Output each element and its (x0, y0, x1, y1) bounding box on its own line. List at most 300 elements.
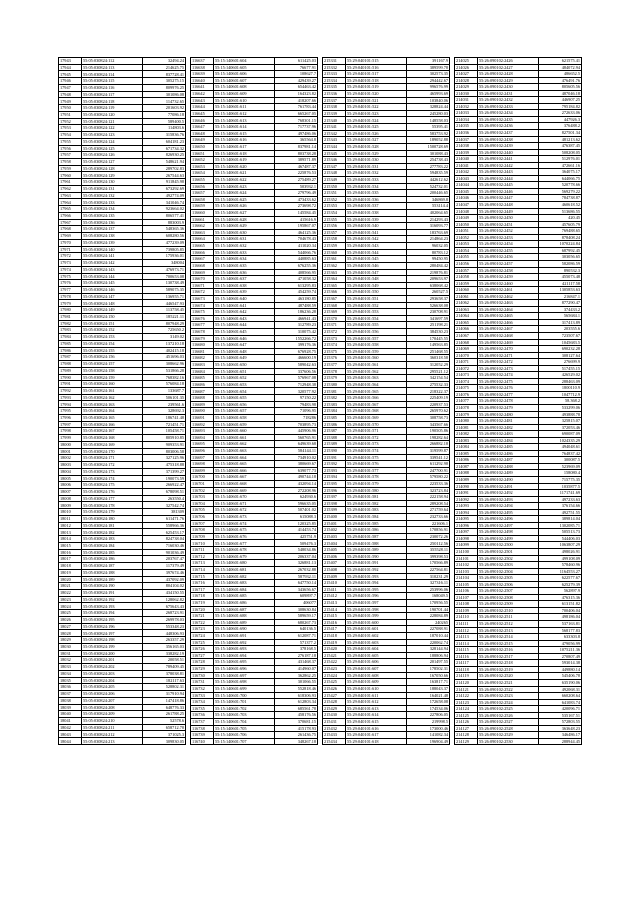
cadastral-number-cell: 55:29:040101:535 (346, 190, 407, 197)
table-row (191, 229, 318, 236)
value-cell: 103840.06 (407, 97, 450, 104)
cadastral-number-cell: 55:26:090102:2493 (478, 496, 539, 503)
value-cell: 220062.74 (407, 639, 450, 646)
cadastral-number-cell: 55:15:140601:623 (214, 183, 275, 190)
cadastral-number-cell: 55:29:040101:523 (346, 110, 407, 117)
row-number-cell: 18036 (59, 684, 82, 691)
cadastral-number-cell: 55:15:140601:675 (214, 527, 275, 534)
value-cell: 613151.82 (539, 601, 582, 608)
cadastral-number-cell: 55:26:090102:2497 (478, 522, 539, 529)
cadastral-number-cell: 55:05:030824:181 (82, 522, 143, 529)
table-row (191, 441, 318, 448)
row-number-cell: 17998 (59, 428, 82, 435)
cadastral-number-cell: 55:29:040101:590 (346, 553, 407, 560)
row-number-cell: 116710 (191, 540, 214, 547)
row-number-cell: 215407 (323, 560, 346, 567)
cadastral-number-cell: 55:29:040101:517 (346, 71, 407, 78)
row-number-cell: 17964 (59, 199, 82, 206)
value-cell: 96032.05 (407, 243, 450, 250)
cadastral-number-cell: 55:29:040101:588 (346, 540, 407, 547)
value-cell: 381309 (143, 509, 186, 516)
row-number-cell: 18028 (59, 630, 82, 637)
row-number-cell: 214119 (455, 673, 478, 680)
table-row (323, 500, 450, 507)
cadastral-number-cell: 55:15:140601:614 (214, 124, 275, 131)
value-cell: 1302085.71 (539, 522, 582, 529)
row-number-cell: 215426 (323, 685, 346, 692)
row-number-cell: 116653 (191, 163, 214, 170)
row-number-cell: 116651 (191, 150, 214, 157)
cadastral-table-2 (190, 57, 318, 745)
row-number-cell: 116698 (191, 461, 214, 468)
row-number-cell: 214042 (455, 169, 478, 176)
cadastral-number-cell: 55:15:140601:704 (214, 718, 275, 725)
cadastral-number-cell: 55:29:040101:531 (346, 163, 407, 170)
cadastral-number-cell: 55:26:090102:2481 (478, 418, 539, 425)
value-cell: 275489.27 (275, 176, 318, 183)
row-number-cell: 214099 (455, 542, 478, 549)
table-row (323, 666, 450, 673)
table-row (59, 401, 186, 408)
table-row (191, 203, 318, 210)
value-cell: 764837.42 (539, 450, 582, 457)
cadastral-number-cell: 55:26:090102:2505 (478, 575, 539, 582)
cadastral-number-cell: 55:05:030824:211 (82, 724, 143, 731)
table-row (191, 692, 318, 699)
table-row (323, 738, 450, 745)
value-cell: 317910.94 (143, 691, 186, 698)
table-row (59, 664, 186, 671)
row-number-cell: 215366 (323, 289, 346, 296)
cadastral-number-cell: 55:26:090102:2529 (478, 732, 539, 739)
row-number-cell: 18042 (59, 724, 82, 731)
cadastral-number-cell: 55:15:140601:604 (214, 58, 275, 65)
table-row (323, 447, 450, 454)
value-cell: 105458.71 (143, 428, 186, 435)
row-number-cell: 214128 (455, 732, 478, 739)
row-number-cell: 215427 (323, 692, 346, 699)
cadastral-number-cell: 55:29:040101:524 (346, 117, 407, 124)
value-cell: 761783.44 (275, 104, 318, 111)
cadastral-number-cell: 55:15:140601:622 (214, 176, 275, 183)
table-row (323, 276, 450, 283)
row-number-cell: 17984 (59, 334, 82, 341)
row-number-cell: 215404 (323, 540, 346, 547)
cadastral-number-cell: 55:15:140601:693 (214, 646, 275, 653)
table-row (191, 560, 318, 567)
cadastral-number-cell: 55:05:030824:112 (82, 58, 143, 65)
value-cell: 348267.18 (275, 738, 318, 745)
cadastral-number-cell: 55:05:030824:198 (82, 637, 143, 644)
cadastral-number-cell: 55:26:090102:2431 (478, 90, 539, 97)
table-row (191, 58, 318, 65)
table-row (191, 434, 318, 441)
row-number-cell: 214039 (455, 149, 478, 156)
table-row (191, 362, 318, 369)
table-row (323, 580, 450, 587)
table-row (59, 239, 186, 246)
row-number-cell: 215398 (323, 500, 346, 507)
value-cell: 406077 (275, 599, 318, 606)
value-cell: 218322.37 (407, 388, 450, 395)
value-cell: 301086.08 (143, 91, 186, 98)
value-cell: 996576.99 (407, 84, 450, 91)
row-number-cell: 116735 (191, 705, 214, 712)
cadastral-number-cell: 55:29:040101:564 (346, 381, 407, 388)
table-row (191, 553, 318, 560)
table-row (323, 117, 450, 124)
row-number-cell: 18018 (59, 563, 82, 570)
value-cell: 505513.73 (539, 529, 582, 536)
row-number-cell: 116687 (191, 388, 214, 395)
value-cell: 276699.9 (539, 359, 582, 366)
value-cell: 270807.49 (539, 653, 582, 660)
value-cell: 328692.3 (143, 408, 186, 415)
row-number-cell: 17996 (59, 414, 82, 421)
row-number-cell: 116672 (191, 289, 214, 296)
table-row (59, 111, 186, 118)
cadastral-number-cell: 55:29:040101:533 (346, 176, 407, 183)
cadastral-number-cell: 55:26:090102:2498 (478, 529, 539, 536)
cadastral-number-cell: 55:05:030824:130 (82, 179, 143, 186)
value-cell: 625453.17 (143, 529, 186, 536)
value-cell: 784738.87 (539, 195, 582, 202)
row-number-cell: 116665 (191, 243, 214, 250)
value-cell: 247700.91 (407, 467, 450, 474)
value-cell: 170445.55 (407, 335, 450, 342)
cadastral-number-cell: 55:26:090102:2471 (478, 352, 539, 359)
cadastral-number-cell: 55:26:090102:2513 (478, 627, 539, 634)
cadastral-number-cell: 55:26:090102:2445 (478, 182, 539, 189)
cadastral-number-cell: 55:26:090102:2454 (478, 241, 539, 248)
row-number-cell: 17957 (59, 152, 82, 159)
value-cell: 497233.63 (539, 496, 582, 503)
value-cell: 371399.27 (143, 468, 186, 475)
row-number-cell: 215394 (323, 474, 346, 481)
value-cell: 97150.22 (275, 395, 318, 402)
row-number-cell: 18040 (59, 711, 82, 718)
cadastral-number-cell: 55:29:040101:538 (346, 210, 407, 217)
cadastral-number-cell: 55:15:140601:661 (214, 434, 275, 441)
cadastral-number-cell: 55:15:140601:633 (214, 249, 275, 256)
row-number-cell: 17985 (59, 340, 82, 347)
cadastral-number-cell: 55:15:140601:636 (214, 269, 275, 276)
row-number-cell: 116645 (191, 110, 214, 117)
cadastral-number-cell: 55:05:030824:187 (82, 563, 143, 570)
row-number-cell: 214109 (455, 607, 478, 614)
value-cell: 490744.18 (275, 474, 318, 481)
row-number-cell: 116711 (191, 547, 214, 554)
table-row (323, 401, 450, 408)
value-cell: 203555.6 (539, 326, 582, 333)
table-row (191, 77, 318, 84)
table-row (59, 421, 186, 428)
value-cell: 136955.71 (143, 293, 186, 300)
value-cell: 175936.01 (143, 253, 186, 260)
table-row (191, 639, 318, 646)
cadastral-number-cell: 55:26:090102:2449 (478, 208, 539, 215)
table-row (191, 613, 318, 620)
cadastral-number-cell: 55:05:030824:195 (82, 616, 143, 623)
cadastral-number-cell: 55:15:140601:635 (214, 262, 275, 269)
value-cell: 484072.94 (539, 64, 582, 71)
table-row (323, 328, 450, 335)
value-cell: 289702.83 (143, 165, 186, 172)
value-cell: 703895.73 (275, 421, 318, 428)
cadastral-number-cell: 55:26:090102:2472 (478, 359, 539, 366)
cadastral-number-cell: 55:05:030824:189 (82, 576, 143, 583)
value-cell: 216847.1 (539, 293, 582, 300)
value-cell: 276187.18 (275, 652, 318, 659)
value-cell: 528802.31 (143, 684, 186, 691)
value-cell: 638068.42 (407, 282, 450, 289)
value-cell: 190505.86 (407, 428, 450, 435)
value-cell: 464125.36 (275, 229, 318, 236)
cadastral-number-cell: 55:05:030824:160 (82, 381, 143, 388)
value-cell: 640136.5 (275, 626, 318, 633)
cadastral-number-cell: 55:26:090102:2527 (478, 719, 539, 726)
value-cell: 523969.09 (539, 463, 582, 470)
value-cell: 552818.46 (275, 685, 318, 692)
table-row (323, 302, 450, 309)
cadastral-number-cell: 55:29:040101:586 (346, 527, 407, 534)
cadastral-number-cell: 55:05:030824:131 (82, 185, 143, 192)
value-cell: 219876.81 (407, 269, 450, 276)
table-row (323, 520, 450, 527)
cadastral-number-cell: 55:29:040101:560 (346, 355, 407, 362)
table-row (59, 286, 186, 293)
row-number-cell: 17988 (59, 361, 82, 368)
cadastral-number-cell: 55:15:140601:628 (214, 216, 275, 223)
cadastral-number-cell: 55:05:030824:158 (82, 367, 143, 374)
value-cell: 690232.28 (539, 346, 582, 353)
row-number-cell: 214040 (455, 156, 478, 163)
cadastral-number-cell: 55:29:040101:552 (346, 302, 407, 309)
value-cell: 477239.09 (143, 239, 186, 246)
table-row (59, 670, 186, 677)
table-row (191, 619, 318, 626)
value-cell: 457605.79 (539, 221, 582, 228)
table-row (323, 441, 450, 448)
row-number-cell: 18025 (59, 610, 82, 617)
row-number-cell: 214090 (455, 483, 478, 490)
cadastral-number-cell: 55:15:140601:702 (214, 705, 275, 712)
table-row (59, 172, 186, 179)
value-cell: 454259.74 (275, 289, 318, 296)
cadastral-number-cell: 55:05:030824:179 (82, 509, 143, 516)
value-cell: 365564.8 (275, 137, 318, 144)
row-number-cell: 214108 (455, 601, 478, 608)
row-number-cell: 18000 (59, 441, 82, 448)
cadastral-number-cell: 55:15:140601:668 (214, 481, 275, 488)
row-number-cell: 214100 (455, 549, 478, 556)
table-row (191, 97, 318, 104)
row-number-cell: 215332 (323, 64, 346, 71)
cadastral-number-cell: 55:15:140601:667 (214, 474, 275, 481)
table-row (191, 243, 318, 250)
row-number-cell: 214087 (455, 463, 478, 470)
table-row (323, 104, 450, 111)
row-number-cell: 116648 (191, 130, 214, 137)
table-row (323, 573, 450, 580)
value-cell: 803738.28 (275, 150, 318, 157)
table-row (59, 515, 186, 522)
table-row (323, 315, 450, 322)
value-cell: 723507.67 (539, 332, 582, 339)
row-number-cell: 17958 (59, 159, 82, 166)
table-row (455, 738, 582, 745)
value-cell: 289208.54 (407, 500, 450, 507)
value-cell: 364075.17 (539, 169, 582, 176)
cadastral-number-cell: 55:15:140601:706 (214, 732, 275, 739)
table-row (323, 421, 450, 428)
table-row (59, 441, 186, 448)
table-row (59, 260, 186, 267)
cadastral-number-cell: 55:05:030824:127 (82, 159, 143, 166)
table-row (191, 652, 318, 659)
table-row (59, 556, 186, 563)
row-number-cell: 214124 (455, 706, 478, 713)
cadastral-number-cell: 55:26:090102:2458 (478, 267, 539, 274)
cadastral-number-cell: 55:26:090102:2503 (478, 562, 539, 569)
row-number-cell: 116649 (191, 137, 214, 144)
value-cell: 196904.49 (407, 738, 450, 745)
value-cell: 301066.55 (275, 679, 318, 686)
cadastral-number-cell: 55:29:040101:601 (346, 626, 407, 633)
table-row (323, 474, 450, 481)
value-cell: 378168.5 (275, 646, 318, 653)
cadastral-number-cell: 55:29:040101:543 (346, 243, 407, 250)
value-cell: 227088.91 (407, 626, 450, 633)
value-cell: 513686.55 (539, 208, 582, 215)
row-number-cell: 215357 (323, 229, 346, 236)
cadastral-number-cell: 55:05:030824:142 (82, 260, 143, 267)
row-number-cell: 215385 (323, 414, 346, 421)
value-cell: 303056.65 (539, 254, 582, 261)
row-number-cell: 17969 (59, 233, 82, 240)
value-cell: 225876.53 (275, 170, 318, 177)
table-row (191, 408, 318, 415)
cadastral-number-cell: 55:15:140601:637 (214, 276, 275, 283)
row-number-cell: 214065 (455, 319, 478, 326)
row-number-cell: 116705 (191, 507, 214, 514)
table-row (59, 320, 186, 327)
table-row (191, 91, 318, 98)
cadastral-number-cell: 55:29:040101:597 (346, 599, 407, 606)
table-row (323, 91, 450, 98)
row-number-cell: 215347 (323, 163, 346, 170)
table-row (191, 586, 318, 593)
value-cell: 466600.19 (275, 355, 318, 362)
table-row (191, 461, 318, 468)
value-cell: 448306.93 (143, 630, 186, 637)
table-row (59, 738, 186, 745)
row-number-cell: 116669 (191, 269, 214, 276)
cadastral-number-cell: 55:15:140601:613 (214, 117, 275, 124)
row-number-cell: 214066 (455, 326, 478, 333)
table-row (323, 454, 450, 461)
cadastral-number-cell: 55:05:030824:190 (82, 583, 143, 590)
row-number-cell: 18029 (59, 637, 82, 644)
value-cell: 399176.36 (275, 342, 318, 349)
row-number-cell: 18006 (59, 482, 82, 489)
row-number-cell: 116714 (191, 566, 214, 573)
cadastral-number-cell: 55:26:090102:2480 (478, 411, 539, 418)
value-cell: 279796.49 (275, 190, 318, 197)
row-number-cell: 18009 (59, 502, 82, 509)
row-number-cell: 214127 (455, 725, 478, 732)
value-cell: 509476.3 (275, 540, 318, 547)
table-row (191, 646, 318, 653)
row-number-cell: 215425 (323, 679, 346, 686)
value-cell: 498026.91 (539, 549, 582, 556)
cadastral-number-cell: 55:29:040101:536 (346, 196, 407, 203)
table-row (191, 732, 318, 739)
cadastral-number-cell: 55:26:090102:2494 (478, 503, 539, 510)
cadastral-number-cell: 55:26:090102:2506 (478, 581, 539, 588)
row-number-cell: 215406 (323, 553, 346, 560)
value-cell: 431468.37 (275, 659, 318, 666)
value-cell: 323723.84 (407, 487, 450, 494)
value-cell: 308758.73 (407, 414, 450, 421)
cadastral-number-cell: 55:29:040101:515 (346, 58, 407, 65)
value-cell: 310075.42 (275, 328, 318, 335)
table-row (191, 606, 318, 613)
row-number-cell: 17994 (59, 401, 82, 408)
row-number-cell: 17952 (59, 118, 82, 125)
row-number-cell: 215339 (323, 110, 346, 117)
cadastral-table-1 (58, 57, 186, 745)
value-cell: 700653.08 (143, 273, 186, 280)
cadastral-number-cell: 55:29:040101:616 (346, 725, 407, 732)
cadastral-number-cell: 55:29:040101:614 (346, 712, 407, 719)
value-cell: 560765.91 (275, 434, 318, 441)
value-cell: 415178.93 (275, 725, 318, 732)
value-cell: 71096.95 (275, 408, 318, 415)
value-cell: 240265 (407, 619, 450, 626)
row-number-cell: 214048 (455, 208, 478, 215)
table-row (59, 691, 186, 698)
row-number-cell: 215348 (323, 170, 346, 177)
value-cell: 301088.43 (407, 150, 450, 157)
cadastral-number-cell: 55:26:090102:2478 (478, 398, 539, 405)
cadastral-number-cell: 55:29:040101:516 (346, 64, 407, 71)
row-number-cell: 17991 (59, 381, 82, 388)
cadastral-number-cell: 55:05:030824:123 (82, 132, 143, 139)
value-cell: 806577.41 (143, 212, 186, 219)
value-cell: 562897.9 (539, 588, 582, 595)
value-cell: 446907.25 (539, 97, 582, 104)
value-cell: 611292.98 (407, 461, 450, 468)
value-cell: 178502.31 (407, 666, 450, 673)
value-cell: 273698.72 (275, 203, 318, 210)
value-cell: 308127.64 (539, 352, 582, 359)
table-row (323, 507, 450, 514)
cadastral-number-cell: 55:15:140601:611 (214, 104, 275, 111)
row-number-cell: 116736 (191, 712, 214, 719)
table-row (59, 105, 186, 112)
table-row (191, 315, 318, 322)
table-row (59, 347, 186, 354)
value-cell: 360318.58 (407, 355, 450, 362)
table-row (191, 705, 318, 712)
row-number-cell: 214030 (455, 90, 478, 97)
row-number-cell: 215399 (323, 507, 346, 514)
table-row (59, 199, 186, 206)
value-cell: 618306.93 (275, 692, 318, 699)
value-cell: 267032.88 (275, 566, 318, 573)
table-row (191, 183, 318, 190)
